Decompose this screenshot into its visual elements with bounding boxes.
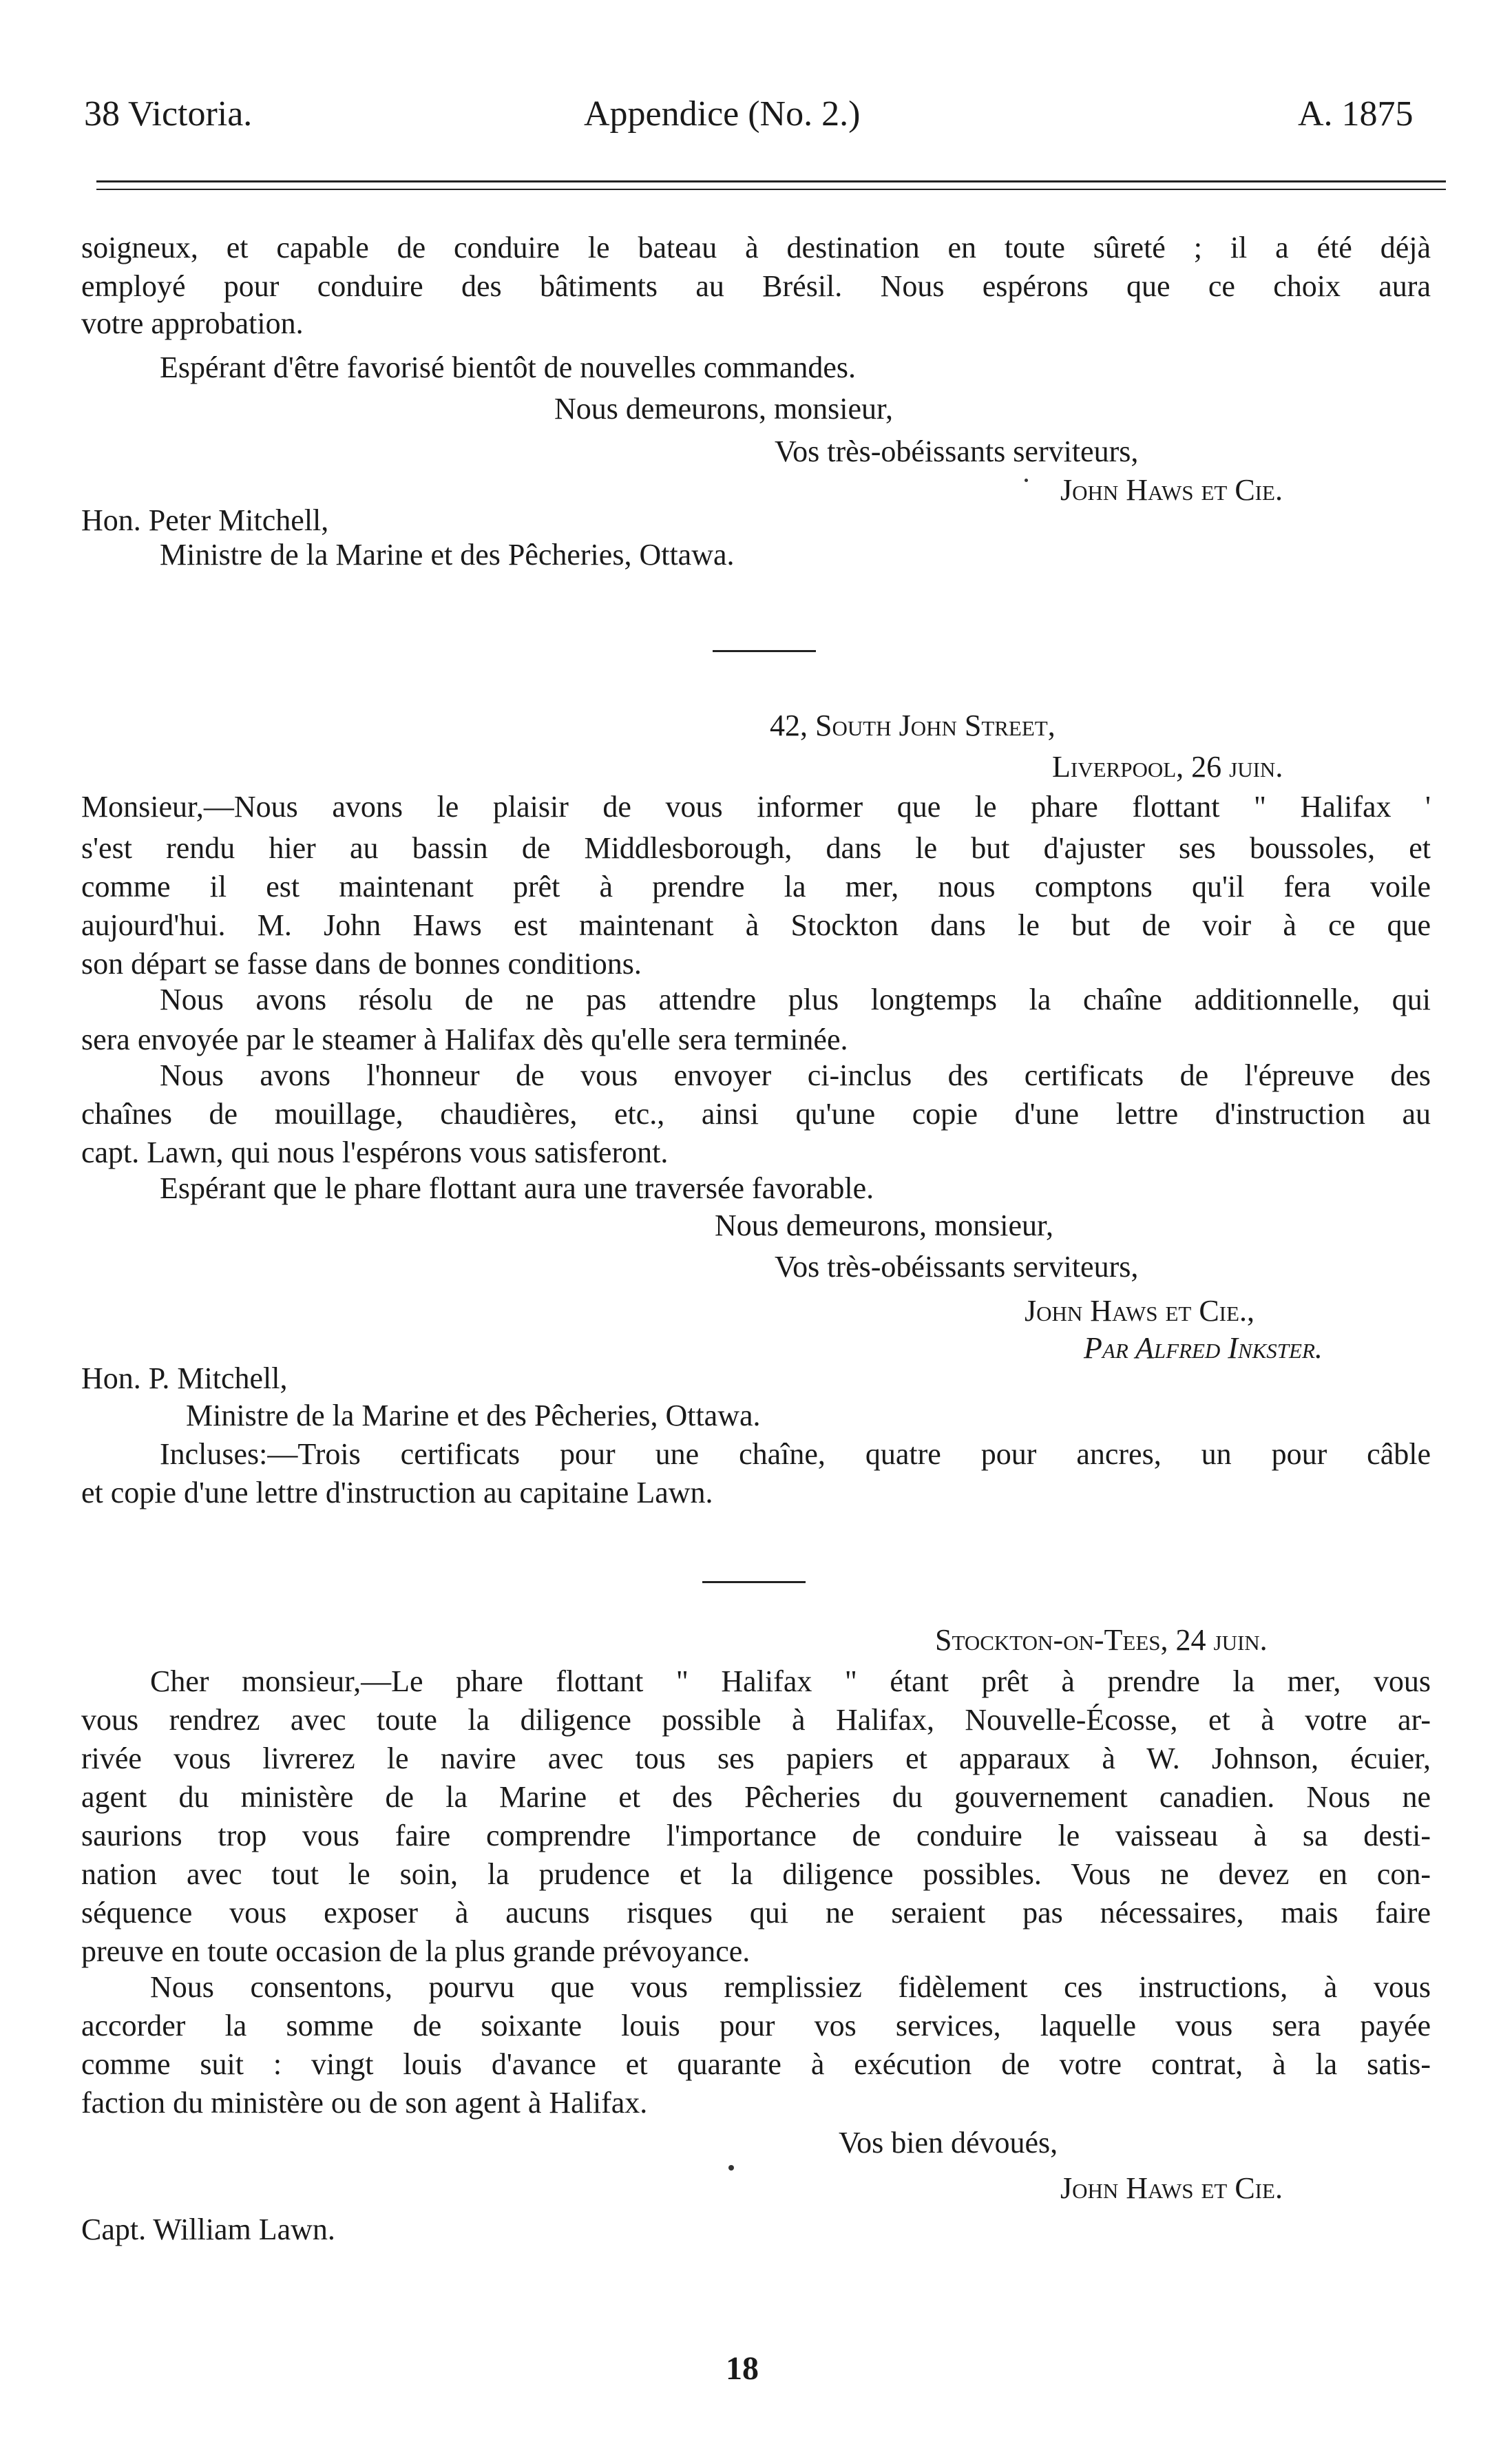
letter2-line-1: Monsieur,—Nous avons le plaisir de vous informer que le phare flottant " Halifax ' — [81, 790, 1431, 824]
letter1-recipient-title: Ministre de la Marine et des Pêcheries, Ottawa. — [160, 538, 735, 572]
letter3-place-date: Stockton-on-Tees, 24 juin. — [935, 1623, 1268, 1657]
letter1-recipient: Hon. Peter Mitchell, — [81, 503, 329, 537]
letter2-line-8: Nous avons l'honneur de vous envoyer ci-inclus des certificats de l'épreuve des — [160, 1058, 1431, 1092]
page-number: 18 — [726, 2350, 759, 2387]
letter2-enclosures-cont: et copie d'une lettre d'instruction au capitaine Lawn. — [81, 1476, 713, 1509]
letter3-line-3: rivée vous livrerez le navire avec tous ses papiers et apparaux à W. Johnson, écuier, — [81, 1742, 1431, 1775]
letter2-demeurons: Nous demeurons, monsieur, — [715, 1209, 1053, 1242]
letter3-line-12: faction du ministère ou de son agent à Halifax. — [81, 2086, 648, 2120]
letter3-closing: Vos bien dévoués, — [839, 2126, 1058, 2160]
letter2-line-5: son départ se fasse dans de bonnes conditions. — [81, 947, 642, 981]
letter3-line-6: nation avec tout le soin, la prudence et la diligence possibles. Vous ne devez en con- — [81, 1857, 1431, 1891]
scan-speck — [728, 2165, 734, 2171]
letter1-line-3: votre approbation. — [81, 306, 304, 340]
letter1-closing: Espérant d'être favorisé bientôt de nouvelles commandes. — [160, 351, 857, 384]
separator-2 — [702, 1581, 806, 1583]
letter2-line-2: s'est rendu hier au bassin de Middlesborough, dans le but d'ajuster ses boussoles, et — [81, 831, 1431, 865]
letter2-line-4: aujourd'hui. M. John Haws est maintenant à Stockton dans le but de voir à ce que — [81, 908, 1431, 942]
letter3-line-11: comme suit : vingt louis d'avance et quarante à exécution de votre contrat, à la satis- — [81, 2047, 1431, 2081]
scan-speck — [1025, 479, 1028, 482]
letter3-line-8: preuve en toute occasion de la plus grande prévoyance. — [81, 1934, 750, 1968]
header-session: 38 Victoria. — [84, 94, 253, 134]
header-rule-top — [96, 180, 1446, 182]
letter2-recipient: Hon. P. Mitchell, — [81, 1361, 288, 1395]
letter3-line-5: saurions trop vous faire comprendre l'importance de conduire le vaisseau à sa desti- — [81, 1819, 1431, 1852]
letter3-line-10: accorder la somme de soixante louis pour vos services, laquelle vous sera payée — [81, 2009, 1431, 2042]
header-rule-bottom — [96, 189, 1446, 190]
letter3-line-9: Nous consentons, pourvu que vous remplissiez fidèlement ces instructions, à vous — [150, 1970, 1431, 2004]
letter2-line-3: comme il est maintenant prêt à prendre la mer, nous comptons qu'il fera voile — [81, 870, 1431, 903]
letter2-recipient-title: Ministre de la Marine et des Pêcheries, Ottawa. — [186, 1399, 761, 1432]
header-year: A. 1875 — [1298, 94, 1414, 134]
letter1-signature: John Haws et Cie. — [1060, 473, 1283, 507]
letter3-line-1: Cher monsieur,—Le phare flottant " Halifax " étant prêt à prendre la mer, vous — [150, 1664, 1431, 1698]
letter3-signature: John Haws et Cie. — [1060, 2171, 1283, 2205]
letter2-line-9: chaînes de mouillage, chaudières, etc., ainsi qu'une copie d'une lettre d'instruction au — [81, 1097, 1431, 1131]
letter3-recipient: Capt. William Lawn. — [81, 2213, 335, 2246]
letter2-signature-par: Par Alfred Inkster. — [1084, 1331, 1323, 1365]
separator-1 — [713, 650, 816, 652]
letter1-line-1: soigneux, et capable de conduire le bateau à destination en toute sûreté ; il a été déjà — [81, 231, 1431, 264]
letter1-line-2: employé pour conduire des bâtiments au Brésil. Nous espérons que ce choix aura — [81, 269, 1431, 303]
letter3-line-7: séquence vous exposer à aucuns risques qui ne seraient pas nécessaires, mais faire — [81, 1896, 1431, 1930]
letter1-serviteurs: Vos très-obéissants serviteurs, — [775, 435, 1139, 468]
letter2-enclosures: Incluses:—Trois certificats pour une chaîne, quatre pour ancres, un pour câble — [160, 1437, 1431, 1471]
letter3-line-4: agent du ministère de la Marine et des Pêcheries du gouvernement canadien. Nous ne — [81, 1780, 1431, 1814]
header-appendix: Appendice (No. 2.) — [584, 94, 861, 134]
letter2-line-7: sera envoyée par le steamer à Halifax dès qu'elle sera terminée. — [81, 1023, 848, 1056]
letter2-serviteurs: Vos très-obéissants serviteurs, — [775, 1250, 1139, 1284]
letter2-address: 42, South John Street, — [770, 709, 1056, 742]
letter2-signature: John Haws et Cie., — [1025, 1294, 1254, 1328]
letter2-line-11: Espérant que le phare flottant aura une traversée favorable. — [160, 1171, 874, 1205]
letter2-line-6: Nous avons résolu de ne pas attendre plus longtemps la chaîne additionnelle, qui — [160, 983, 1431, 1016]
letter2-place-date: Liverpool, 26 juin. — [1052, 750, 1283, 784]
letter1-demeurons: Nous demeurons, monsieur, — [554, 392, 893, 426]
letter2-line-10: capt. Lawn, qui nous l'espérons vous satisferont. — [81, 1136, 669, 1169]
letter3-line-2: vous rendrez avec toute la diligence possible à Halifax, Nouvelle-Écosse, et à votre ar- — [81, 1703, 1431, 1737]
